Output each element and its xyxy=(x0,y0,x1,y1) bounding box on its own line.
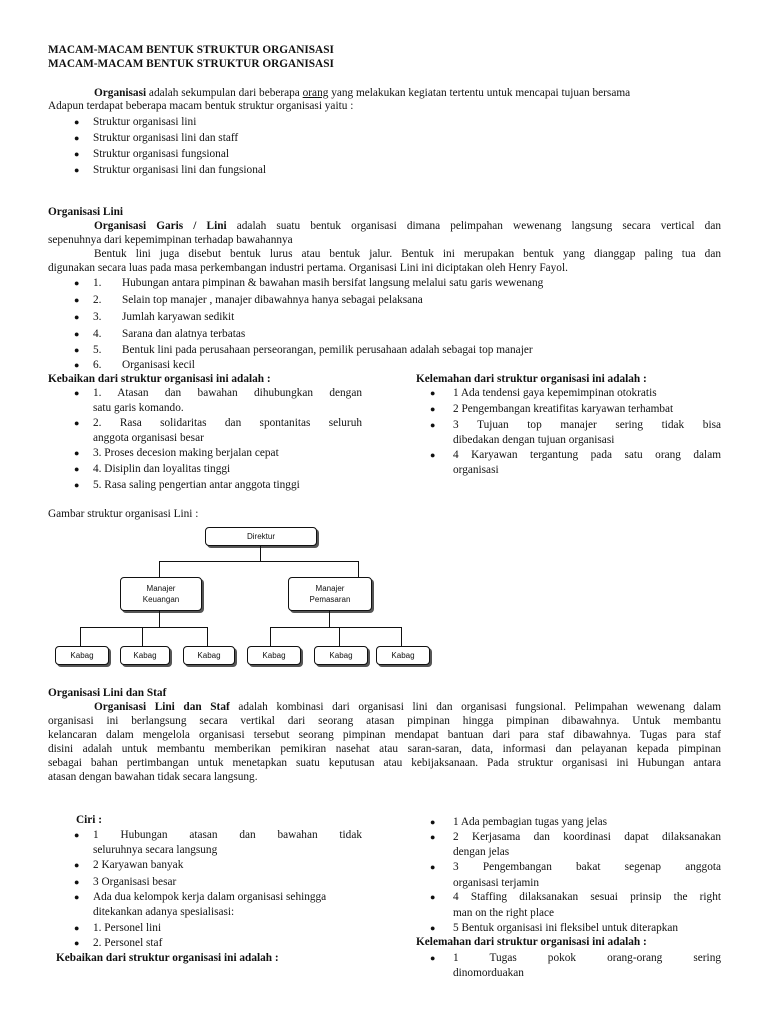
connector-line xyxy=(260,545,261,561)
staf-paragraph-line: sebagai bahan pertimbangan untuk menetapkan suatu keputusan atau kebijaksanaan. Pada struktur organisasi ini Hubungan antara xyxy=(48,757,721,769)
chart-caption: Gambar struktur organisasi Lini : xyxy=(48,508,199,520)
bullet-icon: ● xyxy=(74,464,80,474)
bullet-icon: ● xyxy=(74,448,80,458)
org-box-kabag xyxy=(55,646,109,665)
list-item: 2 Karyawan banyak xyxy=(93,859,184,871)
org-box-label: Pemasaran xyxy=(309,595,351,604)
connector-line xyxy=(270,627,271,646)
list-item: 4. Disiplin dan loyalitas tinggi xyxy=(93,463,231,475)
connector-line xyxy=(270,627,402,628)
list-item: 1. Atasan dan bawahan dihubungkan dengan xyxy=(93,387,362,399)
bullet-icon: ● xyxy=(74,480,80,490)
bullet-icon: ● xyxy=(74,830,80,840)
staf-paragraph-line: disini adalah untuk membantu memberikan pemikiran nasehat atau saran-saran, data, informasi dan pelayanan kepada pimpinan xyxy=(48,743,721,755)
list-item: 4 Staffing dilaksanakan sesuai prinsip the right xyxy=(453,891,721,903)
bullet-icon: ● xyxy=(74,149,80,159)
org-box-label: Manajer xyxy=(146,584,176,593)
list-item: 1 Ada pembagian tugas yang jelas xyxy=(453,816,608,828)
bullet-icon: ● xyxy=(74,877,80,887)
feature-text: Jumlah karyawan sedikit xyxy=(122,311,235,323)
staf-kebaikan-heading: Kebaikan dari struktur organisasi ini adalah : xyxy=(56,952,279,964)
bullet-icon: ● xyxy=(74,295,80,305)
list-item-cont: organisasi xyxy=(453,464,499,476)
list-item-cont: satu garis komando. xyxy=(93,402,184,414)
org-box-kabag xyxy=(376,646,430,665)
staf-paragraph-line: organisasi ini berlangsung secara vertikal dari seorang atasan pimpinan hingga pimpinan dibawahnya. Untuk membantu xyxy=(48,715,721,727)
bullet-icon: ● xyxy=(74,312,80,322)
list-item-cont: dibedakan dengan tujuan organisasi xyxy=(453,434,615,446)
list-item: 2. Rasa solidaritas dan spontanitas seluruh xyxy=(93,417,362,429)
bullet-icon: ● xyxy=(430,953,436,963)
org-box-label: Kabag xyxy=(329,651,353,660)
list-item-cont: ditekankan adanya spesialisasi: xyxy=(93,906,235,918)
list-item: 5. Rasa saling pengertian antar anggota tinggi xyxy=(93,479,300,491)
connector-line xyxy=(159,610,160,627)
intro-lead: Adapun terdapat beberapa macam bentuk struktur organisasi yaitu : xyxy=(48,100,354,112)
connector-line xyxy=(358,561,359,577)
list-item: 3 Tujuan top manajer sering tidak bisa xyxy=(453,419,721,431)
org-box-kabag xyxy=(247,646,301,665)
feature-text: Hubungan antara pimpinan & bawahan masih bersifat langsung melalui satu garis wewenang xyxy=(122,277,544,289)
org-box-label: Kabag xyxy=(262,651,286,660)
lini-paragraph-2-line-2: digunakan secara luas pada masa perkembangan industri pertama. Organisasi Lini ini diciptakan oleh Henry Fayol. xyxy=(48,262,568,274)
bullet-icon: ● xyxy=(430,450,436,460)
lini-paragraph-1-line-2: sepenuhnya dari kepemimpinan terhadap bawahannya xyxy=(48,234,293,246)
intro-term: Organisasi xyxy=(94,87,147,99)
list-item: 1 Ada tendensi gaya kepemimpinan otokratis xyxy=(453,387,657,399)
list-item: 4 Karyawan tergantung pada satu orang dalam xyxy=(453,449,721,461)
org-box-kabag xyxy=(120,646,170,665)
org-box-kabag xyxy=(183,646,235,665)
connector-line xyxy=(339,627,340,646)
list-item-cont: dinomorduakan xyxy=(453,967,524,979)
org-box-label: Kabag xyxy=(70,651,94,660)
feature-number: 3. xyxy=(93,311,102,323)
staf-paragraph-line-1 xyxy=(48,700,721,715)
staf-paragraph-line: kelancaran dalam mengelola organisasi tersebut seorang pimpinan mendapat bantuan dari para staf dibawahnya. Tugas para staf xyxy=(48,729,721,741)
bullet-icon: ● xyxy=(74,418,80,428)
bullet-icon: ● xyxy=(74,860,80,870)
lini-paragraph-1-line-1 xyxy=(48,219,721,234)
list-item: 2. Personel staf xyxy=(93,937,163,949)
feature-number: 2. xyxy=(93,294,102,306)
org-box-direktur xyxy=(205,527,317,546)
bullet-icon: ● xyxy=(74,133,80,143)
list-item: 3. Proses decesion making berjalan cepat xyxy=(93,447,279,459)
org-box-manajer-pemasaran xyxy=(288,577,372,611)
feature-text: Organisasi kecil xyxy=(122,359,195,371)
feature-text: Bentuk lini pada perusahaan perseorangan, pemilik perusahaan adalah sebagai top manajer xyxy=(122,344,533,356)
bullet-icon: ● xyxy=(74,329,80,339)
staf-term: Organisasi Lini dan Staf xyxy=(94,701,230,713)
org-box-label: Manajer xyxy=(315,584,345,593)
lini-term: Organisasi Garis / Lini xyxy=(94,220,227,232)
bullet-icon: ● xyxy=(74,923,80,933)
feature-number: 4. xyxy=(93,328,102,340)
intro-def-post: yang melakukan kegiatan tertentu untuk mencapai tujuan bersama xyxy=(328,87,631,99)
bullet-icon: ● xyxy=(430,404,436,414)
connector-line xyxy=(80,627,208,628)
bullet-icon: ● xyxy=(74,117,80,127)
section-heading-staf: Organisasi Lini dan Staf xyxy=(48,687,167,699)
bullet-icon: ● xyxy=(430,892,436,902)
bullet-icon: ● xyxy=(74,278,80,288)
connector-line xyxy=(329,610,330,627)
bullet-icon: ● xyxy=(430,832,436,842)
list-item: Struktur organisasi lini xyxy=(93,116,197,128)
intro-def-underlined: orang xyxy=(302,87,329,99)
lini-kelemahan-heading: Kelemahan dari struktur organisasi ini adalah : xyxy=(416,373,647,385)
list-item: 1. Personel lini xyxy=(93,922,162,934)
bullet-icon: ● xyxy=(74,165,80,175)
connector-line xyxy=(401,627,402,646)
org-box-manajer-keuangan xyxy=(120,577,202,611)
bullet-icon: ● xyxy=(74,360,80,370)
document-title: MACAM-MACAM BENTUK STRUKTUR ORGANISASI xyxy=(48,44,334,56)
org-box-label: Kabag xyxy=(197,651,221,660)
bullet-icon: ● xyxy=(430,388,436,398)
list-item: Struktur organisasi fungsional xyxy=(93,148,229,160)
staf-paragraph-line: atasan dengan bawahan tidak secara langsung. xyxy=(48,771,258,783)
lini-paragraph-2-line-1: Bentuk lini juga disebut bentuk lurus atau bentuk jalur. Bentuk ini merupakan bentuk yang dianggap paling tua dan xyxy=(94,248,721,260)
list-item: 3 Organisasi besar xyxy=(93,876,177,888)
bullet-icon: ● xyxy=(430,923,436,933)
list-item: 1 Tugas pokok orang-orang sering xyxy=(453,952,721,964)
feature-number: 6. xyxy=(93,359,102,371)
bullet-icon: ● xyxy=(430,817,436,827)
org-box-label: Keuangan xyxy=(142,595,180,604)
connector-line xyxy=(159,561,359,562)
bullet-icon: ● xyxy=(74,938,80,948)
bullet-icon: ● xyxy=(74,388,80,398)
lini-p1-text: adalah suatu bentuk organisasi dimana pelimpahan wewenang langsung secara vertical dan xyxy=(226,220,721,232)
intro-def-pre: adalah sekumpulan dari beberapa xyxy=(146,87,303,99)
bullet-icon: ● xyxy=(430,420,436,430)
list-item-cont: dengan jelas xyxy=(453,846,510,858)
lini-kebaikan-heading: Kebaikan dari struktur organisasi ini adalah : xyxy=(48,373,271,385)
document-title-repeat: MACAM-MACAM BENTUK STRUKTUR ORGANISASI xyxy=(48,58,334,70)
list-item-cont: seluruhnya secara langsung xyxy=(93,844,218,856)
feature-text: Sarana dan alatnya terbatas xyxy=(122,328,246,340)
org-box-label: Direktur xyxy=(246,532,275,541)
connector-line xyxy=(142,627,143,646)
list-item: 3 Pengembangan bakat segenap anggota xyxy=(453,861,721,873)
feature-number: 1. xyxy=(93,277,102,289)
connector-line xyxy=(159,561,160,577)
staf-p-text: adalah kombinasi dari organisasi lini dan organisasi fungsional. Pelimpahan wewenang dalam xyxy=(229,701,721,713)
bullet-icon: ● xyxy=(74,345,80,355)
list-item: 5 Bentuk organisasi ini fleksibel untuk diterapkan xyxy=(453,922,679,934)
list-item: 2 Kerjasama dan koordinasi dapat dilaksanakan xyxy=(453,831,721,843)
org-box-kabag xyxy=(314,646,368,665)
list-item: 2 Pengembangan kreatifitas karyawan terhambat xyxy=(453,403,674,415)
ciri-heading: Ciri : xyxy=(76,814,103,826)
staf-kelemahan-heading: Kelemahan dari struktur organisasi ini adalah : xyxy=(416,936,647,948)
feature-text: Selain top manajer , manajer dibawahnya hanya sebagai pelaksana xyxy=(122,294,423,306)
list-item-cont: organisasi terjamin xyxy=(453,877,540,889)
list-item: Struktur organisasi lini dan staff xyxy=(93,132,239,144)
connector-line xyxy=(207,627,208,646)
section-heading-lini: Organisasi Lini xyxy=(48,206,124,218)
list-item-cont: anggota organisasi besar xyxy=(93,432,204,444)
list-item: Struktur organisasi lini dan fungsional xyxy=(93,164,266,176)
list-item: 1 Hubungan atasan dan bawahan tidak xyxy=(93,829,362,841)
list-item-cont: man on the right place xyxy=(453,907,555,919)
feature-number: 5. xyxy=(93,344,102,356)
connector-line xyxy=(80,627,81,646)
bullet-icon: ● xyxy=(74,892,80,902)
org-box-label: Kabag xyxy=(133,651,157,660)
bullet-icon: ● xyxy=(430,862,436,872)
list-item: Ada dua kelompok kerja dalam organisasi sehingga xyxy=(93,891,327,903)
org-box-label: Kabag xyxy=(391,651,415,660)
